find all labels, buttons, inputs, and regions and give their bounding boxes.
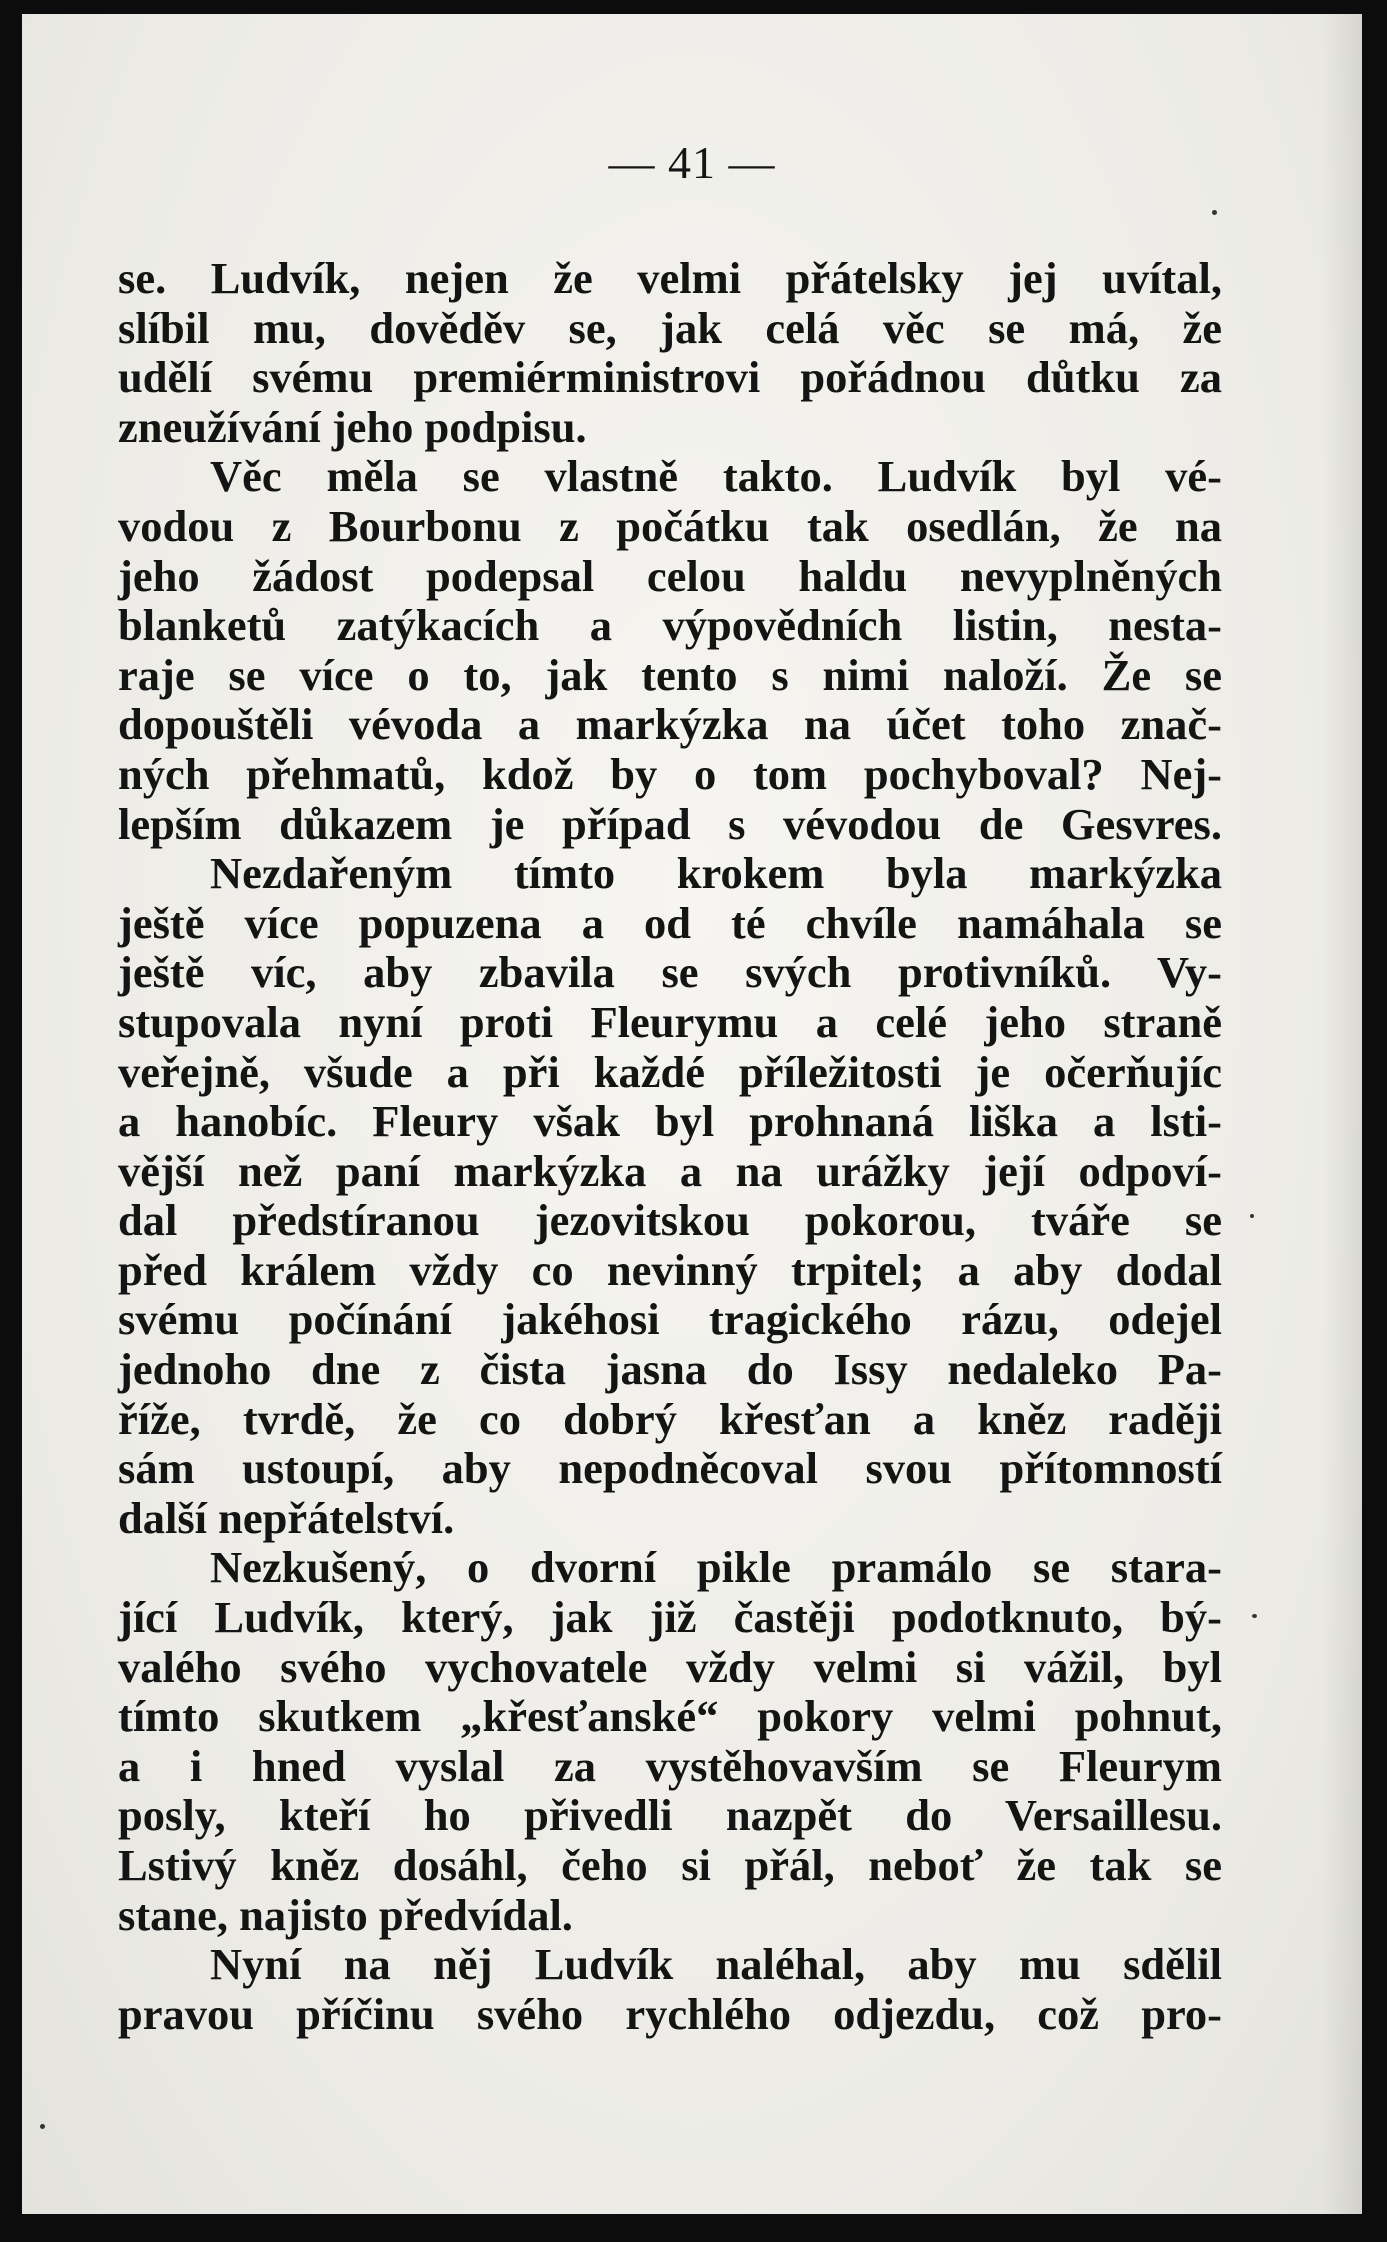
text-line: Nezdařeným tímto krokem byla markýzka <box>210 848 1222 899</box>
text-line: svému počínání jakéhosi tragického rázu, odejel <box>118 1294 1222 1345</box>
text-line: a i hned vyslal za vystěhovavším se Fleurym <box>118 1740 1222 1791</box>
text-line: raje se více o to, jak tento s nimi naloží. Že se <box>118 649 1222 700</box>
text-line: lepším důkazem je případ s vévodou de Gesvres. <box>118 798 1222 849</box>
page-number: — 41 — <box>608 137 776 188</box>
text-line: blanketů zatýkacích a výpovědních listin, nesta- <box>118 600 1222 651</box>
body-text <box>118 254 1222 2039</box>
text-line: pravou příčinu svého rychlého odjezdu, což pro- <box>118 1988 1222 2039</box>
text-line: slíbil mu, dověděv se, jak celá věc se má, že <box>118 302 1222 353</box>
text-line: veřejně, všude a při každé příležitosti je očerňujíc <box>118 1046 1222 1097</box>
text-line: ných přehmatů, kdož by o tom pochyboval? Nej- <box>118 748 1222 799</box>
text-line: dal předstíranou jezovitskou pokorou, tváře se <box>118 1195 1222 1246</box>
text-line: stane, najisto předvídal. <box>118 1889 573 1940</box>
text-line: ještě více popuzena a od té chvíle namáhala se <box>118 897 1222 948</box>
print-speck <box>1250 1214 1254 1218</box>
text-line: Věc měla se vlastně takto. Ludvík byl vé- <box>210 451 1222 502</box>
text-line: sám ustoupí, aby nepodněcoval svou přítomností <box>118 1443 1222 1494</box>
text-line: stupovala nyní proti Fleurymu a celé jeho straně <box>118 996 1222 1047</box>
text-line: Lstivý kněz dosáhl, čeho si přál, neboť že tak se <box>118 1840 1222 1890</box>
print-speck <box>1212 210 1217 215</box>
text-line: dopouštěli vévoda a markýzka na účet toho znač- <box>118 699 1222 750</box>
text-line: a hanobíc. Fleury však byl prohnaná liška a lsti- <box>118 1096 1222 1147</box>
print-speck <box>40 2124 45 2129</box>
text-line: jeho žádost podepsal celou haldu nevyplněných <box>118 550 1222 601</box>
text-line: ještě víc, aby zbavila se svých protivníků. Vy- <box>118 947 1222 998</box>
page-edge-shadow <box>1322 14 1362 2214</box>
text-line: posly, kteří ho přivedli nazpět do Versaillesu. <box>118 1790 1222 1841</box>
text-line: vější než paní markýzka a na urážky její odpoví- <box>118 1145 1222 1196</box>
text-line: Nezkušený, o dvorní pikle pramálo se stara- <box>210 1542 1222 1593</box>
text-line: vodou z Bourbonu z počátku tak osedlán, že na <box>118 500 1222 551</box>
text-line: jednoho dne z čista jasna do Issy nedaleko Pa- <box>118 1344 1222 1395</box>
text-line: valého svého vychovatele vždy velmi si vážil, byl <box>118 1641 1222 1692</box>
print-speck <box>1252 1614 1257 1618</box>
text-line: zneužívání jeho podpisu. <box>118 401 587 452</box>
text-line: Nyní na něj Ludvík naléhal, aby mu sdělil <box>210 1939 1222 1990</box>
text-line: tímto skutkem „křesťanské“ pokory velmi pohnut, <box>118 1691 1222 1742</box>
text-line: říže, tvrdě, že co dobrý křesťan a kněz raději <box>118 1393 1222 1444</box>
text-line: před králem vždy co nevinný trpitel; a aby dodal <box>118 1244 1222 1295</box>
text-line: udělí svému premiérministrovi pořádnou důtku za <box>118 352 1222 403</box>
text-line: se. Ludvík, nejen že velmi přátelsky jej uvítal, <box>118 253 1222 303</box>
text-line: další nepřátelství. <box>118 1492 455 1543</box>
text-line: jící Ludvík, který, jak již častěji podotknuto, bý- <box>118 1592 1222 1643</box>
book-page <box>22 14 1362 2214</box>
